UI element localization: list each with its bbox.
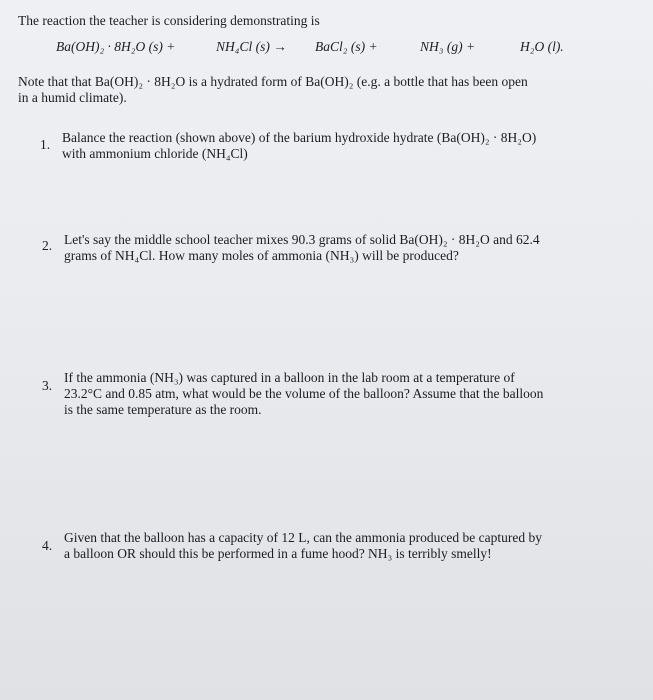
note-line-1: Note that that Ba(OH)₂ · 8H₂O is a hydrated form of Ba(OH)₂ (e.g. a bottle that has been open [18,74,528,89]
question-text-line: If the ammonia (NH₃) was captured in a balloon in the lab room at a temperature of [64,370,515,385]
equation-term-water: H₂O (l). [520,39,564,54]
question-number: 4. [42,538,53,553]
equation-term-ammonia: NH₃ (g) + [420,39,476,54]
equation-term-ammonium-chloride: NH₄Cl (s) → [216,39,287,54]
question-text-line: Balance the reaction (shown above) of the barium hydroxide hydrate (Ba(OH)₂ · 8H₂O) [62,130,537,145]
question-text-line: Let's say the middle school teacher mixes 90.3 grams of solid Ba(OH)₂ · 8H₂O and 62.4 [64,232,540,247]
intro-text: The reaction the teacher is considering demonstrating is [18,13,320,28]
question-text-line: 23.2°C and 0.85 atm, what would be the volume of the balloon? Assume that the balloon [64,386,544,401]
question-number: 2. [42,238,53,253]
question-number: 3. [42,378,53,393]
note-line-2: in a humid climate). [18,90,127,105]
question-text-line: is the same temperature as the room. [64,402,262,417]
question-text-line: a balloon OR should this be performed in a fume hood? NH₃ is terribly smelly! [64,546,492,561]
question-text-line: grams of NH₄Cl. How many moles of ammonia (NH₃) will be produced? [64,248,459,263]
question-number: 1. [40,137,51,152]
question-text-line: Given that the balloon has a capacity of 12 L, can the ammonia produced be captured by [64,530,542,545]
equation-term-barium-chloride: BaCl₂ (s) + [315,39,378,54]
equation-term-barium-hydroxide: Ba(OH)₂ · 8H₂O (s) + [56,39,176,54]
question-text-line: with ammonium chloride (NH₄Cl) [62,146,248,161]
